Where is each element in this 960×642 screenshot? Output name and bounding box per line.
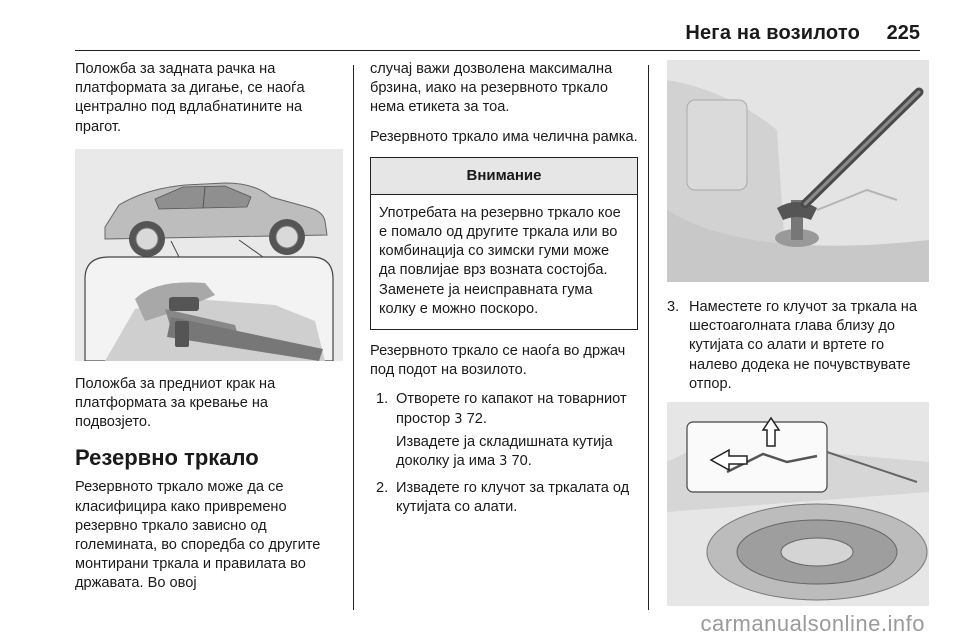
step-number: 3.: [667, 299, 680, 315]
section-heading-spare-wheel: Резервно тркало: [75, 445, 259, 471]
wrench-on-bolt-illustration: [667, 60, 929, 282]
wheel-wrench-figure: [667, 60, 929, 282]
step-text: Отворете го капакот на товарниот простор: [396, 391, 627, 427]
running-title: Нега на возилото: [685, 22, 860, 44]
spare-wheel-well-illustration: [667, 402, 929, 606]
lift-position-figure: [75, 149, 343, 361]
step-number: 2.: [376, 480, 389, 497]
column-1: [75, 60, 343, 604]
header-rule: [75, 50, 920, 51]
column-3: [667, 60, 929, 606]
column-divider-2: [648, 65, 649, 610]
warning-box: [370, 157, 638, 330]
watermark: carmanualsonline.info: [700, 611, 925, 636]
step-number: 1.: [376, 391, 389, 408]
page-number: 225: [886, 22, 920, 44]
column-divider-1: [353, 65, 354, 610]
list-item: [370, 479, 638, 517]
page-reference: 70.: [507, 453, 532, 470]
spare-wheel-intro-text: Резервното тркало може да се класифицира како привремено резервно тркало зависно од големината, во споредба со другите монтирани тркала и правилата во државата. Во овој: [75, 479, 321, 592]
list-item: [667, 298, 929, 394]
speed-limit-text: случај важи дозволена максимална брзина, иако на резервното тркало нема етикета за тоа.: [370, 61, 613, 116]
warning-title: Внимание: [371, 158, 637, 195]
spare-location-text: Резервното тркало се наоѓа во држач под подот на возилото.: [370, 343, 626, 379]
step-text: Извадете го клучот за тркалата од кутијата со алати.: [396, 480, 630, 516]
steps-list: [667, 298, 929, 394]
front-lift-text: Положба за предниот крак на платформата за кревање на подвозјето.: [75, 375, 276, 431]
page-reference: 72.: [462, 410, 487, 427]
page-reference-icon: 3: [454, 411, 463, 427]
list-item: [370, 390, 638, 471]
page-reference-icon: 3: [499, 454, 508, 470]
spare-wheel-figure: [667, 402, 929, 606]
page-header: [0, 0, 960, 52]
step-subtext-text: Извадете ја складишната кутија доколку ја има: [396, 433, 613, 470]
warning-body: Употребата на резервно тркало кое е помало од другите тркала или во комбинација со зимски гуми може да повлијае врз возната состојба. Заменете ја неисправната гума колку е можно поскоро.: [379, 204, 621, 317]
rear-lift-text: Положба за задната рачка на платформата за дигање, се наоѓа централно под вдлабнатините на прагот.: [75, 61, 305, 135]
step-text: Наместете го клучот за тркала на шестоаголната глава близу до кутијата со алати и вртете го налево додека не почувствувате отпор.: [689, 299, 917, 392]
car-lift-illustration: [75, 149, 343, 361]
step-subtext: [396, 433, 638, 471]
column-2: [370, 60, 638, 526]
steps-list: [370, 390, 638, 517]
steel-rim-text: Резервното тркало има челична рамка.: [370, 128, 638, 145]
